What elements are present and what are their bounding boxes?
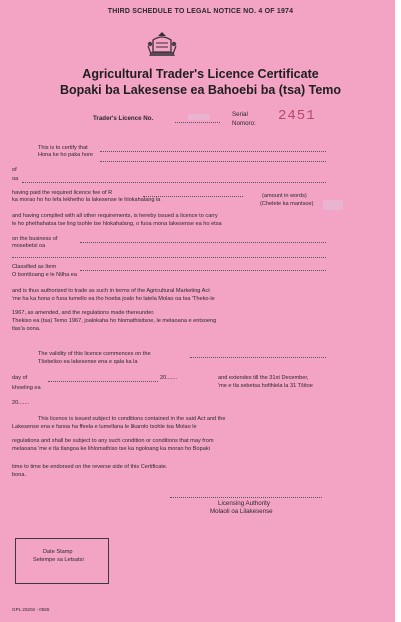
coat-of-arms-icon [145,30,179,60]
conditions-text-6: bona. [12,472,26,478]
classified-label: Classified as Item [12,264,57,270]
complied-text-2: le ho phethahatsa tse ling tsohle tse hlokahalang, o fuoa mona lakesense ea ho etsa [12,221,222,227]
business-line [80,242,326,243]
fee-label-sesotho: ka morao ho ho lefa lekhetho la lakesense le hlokahalang la [12,197,161,203]
authorized-text-4: Thekiso ea (tsa) Temo 1967, joalokaha ho hlomathisitsoe, le melaoana e entsoeng [12,318,217,324]
redacted-amount [323,200,343,210]
certify-label-sesotho: Hona ke ho paka hore [38,152,94,158]
certify-label: This is to certify that [38,145,88,151]
title-sesotho: Bopaki ba Lakesense ea Bahoebi ba (tsa) Temo [59,83,342,97]
conditions-text-5: time to time be endorsed on the reverse side of this Certificate. [12,464,168,470]
complied-text-1: and having complied with all other requirements, is hereby issued a licence to carry [12,213,218,219]
year-label-2: 20....... [12,400,30,406]
serial-label-sesotho: Nomoro: [232,120,256,127]
conditions-text-3: regulations and shall be subject to any such condition or conditions that may from [12,438,214,444]
business-line-2 [12,257,326,258]
day-of-line [48,381,158,382]
date-stamp-label-sesotho: Setempe sa Letsatsi [33,557,84,563]
validity-line [190,357,326,358]
licensing-authority-label: Licensing Authority [218,500,270,507]
extends-label: and extendes till the 31st December, [218,375,309,381]
authorized-text-2: 'me ha ka hona o fuoa tumello ea iho hoeba joalo ho latela Molao oa tsa 'Theko-le [12,296,215,302]
title-english: Agricultural Trader's Licence Certificate [82,67,319,81]
signature-line [170,497,322,498]
certify-line [100,151,326,152]
amount-words-label-sesotho: (Chelete ka mantsoe) [260,201,314,207]
licensing-authority-label-sesotho: Molaoli oa Lilakesense [210,508,273,515]
form-code: GPL 20202 - 0555 [12,607,50,612]
oa-label: oa [12,176,19,182]
classified-label-sesotho: O bontšoang e le Ntlha ea [12,272,77,278]
licence-no-label: Trader's Licence No. [93,115,154,122]
classified-line [80,270,326,271]
fee-label: having paid the required licence fee of R [12,190,113,196]
validity-label: The validity of this licence commences on the [38,351,151,357]
extends-label-sesotho: 'me e tla sebetsa hofihlela la 31 Tšitoe [218,383,313,389]
legal-notice-header: THIRD SCHEDULE TO LEGAL NOTICE NO. 4 OF 1974 [107,8,294,15]
certify-line-2 [100,161,326,162]
serial-number: 2451 [278,108,316,124]
authorized-text-1: and is thus authorized to trade as such in terms of the Agricultural Marketing Act [12,288,210,294]
year-label: 20....... [160,375,178,381]
day-of-label: day of [12,375,28,381]
business-label-sesotho: mosebetsi oa [12,243,46,249]
address-line [22,182,326,183]
authorized-text-3: 1967, as amended, and the regulations made thereunder. [12,310,155,316]
licence-no-line [175,122,220,123]
conditions-text-2: Lakesense ena e fanoa ha ffeela e lumellana le likarolo tsohle tsa Molao le [12,424,197,430]
authorized-text-5: tlas'a oona. [12,326,41,332]
validity-label-sesotho: Tšebeliso ea lakesense ena e qala ka la [38,359,138,365]
conditions-text-4: melaoana 'me e tla tlangoa ke lihlomathiso tse ka ngoloang ka morao ho Bopaki [12,446,210,452]
amount-words-label: (amount in words) [262,193,307,199]
date-stamp-label: Date Stamp [43,549,73,555]
serial-label: Serial [232,111,248,118]
redacted-licence-no [188,114,210,120]
of-label: of [12,167,17,173]
khoeling-label: khoeling ea [12,385,41,391]
conditions-text-1: This licence is issued subject to conditions contained in the said Act and the [38,416,226,422]
business-label: on the business of [12,236,58,242]
